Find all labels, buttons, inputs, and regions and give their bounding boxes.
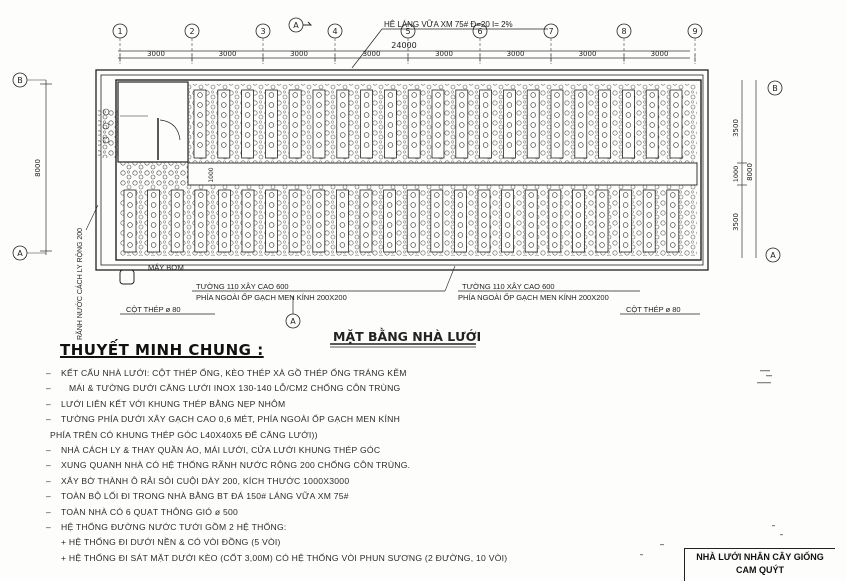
seedling-bed [337,90,349,158]
bay-dimension: 3000 [218,50,237,58]
seedling-bed [502,190,514,252]
axis-bubble-9 [688,24,702,38]
seedling-bed [171,190,183,252]
bay-dimension: 3000 [506,50,525,58]
seedling-bed [620,190,632,252]
svg-text:9: 9 [692,27,698,36]
seedling-bed [218,190,230,252]
seedling-bed [384,190,396,252]
seedling-bed [667,190,679,252]
seedling-bed [551,90,563,158]
column-note-left: CỘT THÉP ø 80 [126,305,181,314]
axis-bubble-4 [328,24,342,38]
seedling-bed [194,90,206,158]
seedling-bed [549,190,561,252]
seedling-bed [384,90,396,158]
note-line: – KẾT CẤU NHÀ LƯỚI: CỘT THÉP ỐNG, KÈO THÉP XÀ GỒ THÉP ỐNG TRÁNG KẼM [46,368,407,378]
axis-bubble-1 [113,24,127,38]
section-mark-top [289,18,311,32]
note-line: – XÂY BỜ THÀNH Ô RẢI SỎI CUỘI DÀY 200, KÍCH THƯỚC 1000X3000 [46,475,350,486]
note-line: – TOÀN NHÀ CÓ 6 QUẠT THÔNG GIÓ ø 500 [46,506,239,517]
svg-text:3: 3 [260,27,266,36]
corridor-dimension: 1000 [208,167,215,183]
general-notes [44,341,644,566]
seedling-bed [572,190,584,252]
wall-note-left-2: PHÍA NGOÀI ỐP GẠCH MEN KÍNH 200X200 [196,293,347,302]
note-line: – NHÀ CÁCH LY & THAY QUẦN ÁO, MÁI LƯỚI, CỬA LƯỚI KHUNG THÉP GÓC [46,444,381,455]
seedling-bed [289,90,301,158]
seedling-bed [670,90,682,158]
row-axis-b-right [768,81,782,95]
note-line: PHÍA TRÊN CÓ KHUNG THÉP GÓC L40X40X5 ĐỂ CĂNG LƯỚI)) [50,429,318,440]
drainage-note: HÊ LÁNG VỮA XM 75# Đ=20 I= 2% [384,20,513,29]
bay-dimension: 3000 [362,50,381,58]
seedling-bed [596,190,608,252]
total-dimension: 24000 [391,41,417,50]
bay-dimension: 3000 [578,50,597,58]
seedling-bed [431,190,443,252]
svg-text:A: A [770,251,776,260]
wall-note-right-1: TƯỜNG 110 XÂY CAO 600 [462,282,555,291]
seedling-bed [148,190,160,252]
seedling-bed [266,190,278,252]
seedling-bed [643,190,655,252]
right-total-dimension: 8000 [746,163,754,181]
seedling-bed [265,90,277,158]
note-line: – HỆ THỐNG ĐƯỜNG NƯỚC TƯỚI GỒM 2 HỆ THỐNG: [46,521,287,532]
seedling-bed [575,90,587,158]
svg-text:A: A [17,249,23,258]
row-axis-a-left [13,246,27,260]
isolation-room [118,82,188,162]
seedling-bed [407,190,419,252]
seedling-bed [242,90,254,158]
plan-title: MẶT BẰNG NHÀ LƯỚI [333,329,482,344]
note-line: – LƯỚI LIÊN KẾT VỚI KHUNG THÉP BẰNG NẸP NHÔM [46,398,286,409]
note-line: + HỆ THỐNG ĐI DƯỚI NỀN & CÓ VÒI ĐỒNG (5 VÒI) [61,537,281,548]
svg-text:4: 4 [332,27,338,36]
seedling-bed [646,90,658,158]
seedling-bed [360,190,372,252]
svg-text:6: 6 [477,27,483,36]
svg-text:B: B [772,84,778,93]
seedling-bed [218,90,230,158]
notes-title: THUYẾT MINH CHUNG : [60,341,264,359]
axis-bubble-2 [185,24,199,38]
title-block-line1: NHÀ LƯỚI NHÂN CÂY GIỐNG [696,552,824,562]
row-axis-b-left [13,73,27,87]
pump-label: MÁY BƠM [148,263,184,272]
axis-bubble-7 [544,24,558,38]
note-line: + HỆ THỐNG ĐI SÁT MẶT DƯỚI KÈO (CỐT 3,00M) CÓ HỆ THỐNG VÒI PHUN SƯƠNG (2 ĐƯỜNG, 10 VÒI) [61,552,508,563]
bay-dimension: 3000 [435,50,453,58]
drain-label: RÃNH NƯỚC CÁCH LY RỘNG 200 [77,227,84,340]
note-line: – TOÀN BỘ LỐI ĐI TRONG NHÀ BẰNG BT ĐÁ 150# LÁNG VỮA XM 75# [46,491,349,502]
title-block-line2: CAM QUÝT [736,565,784,575]
seedling-bed [313,190,325,252]
svg-text:A: A [293,21,299,30]
wall-note-left-1: TƯỜNG 110 XÂY CAO 600 [196,282,289,291]
svg-text:5: 5 [405,27,411,36]
bay-dimensions [120,50,695,62]
bay-dimension: 3000 [650,50,669,58]
bay-dimension: 3000 [290,50,308,58]
seedling-bed [313,90,325,158]
seedling-bed [525,190,537,252]
svg-text:A: A [290,317,296,326]
pump-icon [120,270,134,284]
seedling-bed [527,90,539,158]
central-corridor [188,163,697,185]
seedling-bed [432,90,444,158]
seedling-bed [622,90,634,158]
svg-text:2: 2 [189,27,195,36]
svg-text:8: 8 [621,27,627,36]
note-line: – MÁI & TƯỜNG DƯỚI CĂNG LƯỚI INOX 130-140 LỖ/CM2 CHỐNG CÔN TRÙNG [46,383,401,394]
seedling-bed [478,190,490,252]
wall-note-right-2: PHÍA NGOÀI ỐP GẠCH MEN KÍNH 200X200 [458,293,609,302]
title-block [684,548,835,581]
svg-text:B: B [17,76,23,85]
left-total-dimension: 8000 [34,159,42,177]
seedling-bed [503,90,515,158]
axis-bubble-8 [617,24,631,38]
svg-text:1: 1 [117,27,123,36]
column-note-right: CỘT THÉP ø 80 [626,305,681,314]
seedling-bed [195,190,207,252]
seedling-bed [242,190,254,252]
seedling-bed [599,90,611,158]
note-line: – XUNG QUANH NHÀ CÓ HỆ THỐNG RÃNH NƯỚC RỘNG 200 CHỐNG CÔN TRÙNG. [46,460,411,471]
right-dim-middle: 1000 [732,165,740,183]
bay-dimension: 3000 [147,50,165,58]
right-dim-bottom: 3500 [732,213,740,231]
right-dim-top: 3500 [732,119,740,137]
svg-text:7: 7 [548,27,554,36]
seedling-bed [454,190,466,252]
axis-bubble-3 [256,24,270,38]
row-axis-a-right [766,248,780,262]
seedling-bed [408,90,420,158]
seedling-bed [361,90,373,158]
seedling-bed [124,190,136,252]
seedling-bed [480,90,492,158]
seedling-bed [456,90,468,158]
seedling-bed [336,190,348,252]
note-line: – TƯỜNG PHÍA DƯỚI XÂY GẠCH CAO 0,6 MÉT, PHÍA NGOÀI ỐP GẠCH MEN KÍNH [46,414,401,425]
seedling-bed [289,190,301,252]
